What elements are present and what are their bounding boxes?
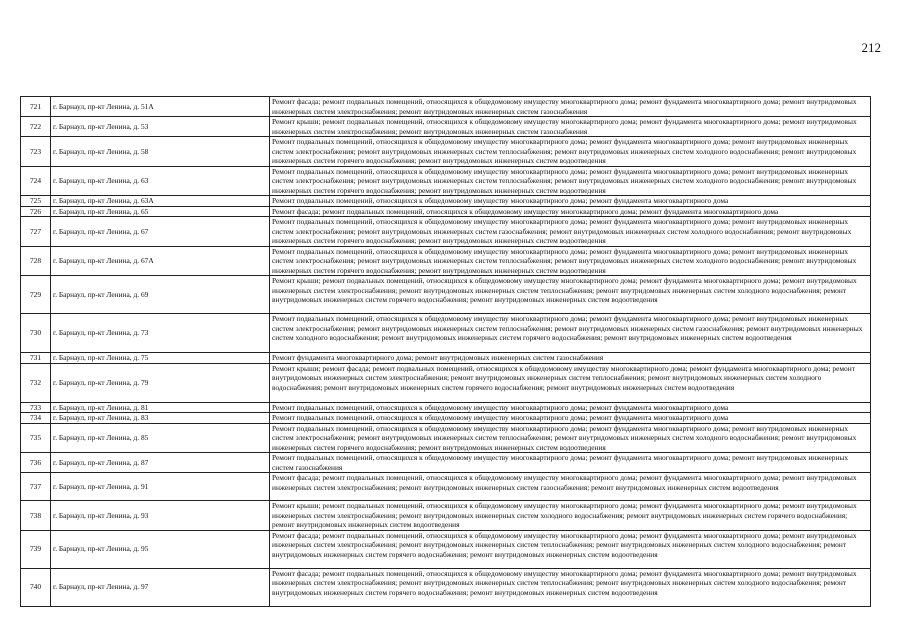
row-works: Ремонт крыши; ремонт подвальных помещений, относящихся к общедомовому имуществу многоквартирного дома; ремонт фундамента многоквартирного дома; ремонт внутридомовых инженерных систем электроснабжения; ремонт внутридомовых инженерных систем газоснабжения — [270, 117, 871, 137]
row-works: Ремонт подвальных помещений, относящихся к общедомовому имуществу многоквартирного дома; ремонт фундамента многоквартирного дома — [270, 196, 871, 207]
row-works: Ремонт крыши; ремонт подвальных помещений, относящихся к общедомовому имуществу многоквартирного дома; ремонт фундамента многоквартирного дома; ремонт внутридомовых инженерных систем электроснабжения; ремонт внутридомовых инженерных систем холодного водоснабжения; ремонт внутридомовых инженерных систем горячего водоснабжения; ремонт внутридомовых инженерных систем водоотведения — [270, 501, 871, 531]
row-number: 726 — [21, 206, 51, 217]
row-works: Ремонт фасада; ремонт подвальных помещений, относящихся к общедомовому имуществу многоквартирного дома; ремонт фундамента многоквартирного дома; ремонт внутридомовых инженерных систем электроснабжения; ремонт внутридомовых инженерных систем теплоснабжения; ремонт внутридомовых инженерных систем холодного водоснабжения; ремонт внутридомовых инженерных систем горячего водоснабжения; ремонт внутридомовых инженерных систем водоотведения — [270, 568, 871, 606]
row-number: 729 — [21, 276, 51, 314]
table-row — [21, 196, 871, 207]
table-row — [21, 97, 871, 117]
table-row — [21, 423, 871, 453]
row-works: Ремонт подвальных помещений, относящихся к общедомовому имуществу многоквартирного дома; ремонт фундамента многоквартирного дома; ремонт внутридомовых инженерных систем электроснабжения; ремонт внутридомовых инженерных систем теплоснабжения; ремонт внутридомовых инженерных систем холодного водоснабжения; ремонт внутридомовых инженерных систем горячего водоснабжения; ремонт внутридомовых инженерных систем водоотведения — [270, 246, 871, 276]
table-row — [21, 117, 871, 137]
table-row — [21, 530, 871, 568]
row-works: Ремонт подвальных помещений, относящихся к общедомовому имуществу многоквартирного дома; ремонт фундамента многоквартирного дома — [270, 402, 871, 413]
row-address: г. Барнаул, пр-кт Ленина, д. 53 — [51, 117, 270, 137]
row-number: 721 — [21, 97, 51, 117]
row-works: Ремонт подвальных помещений, относящихся к общедомовому имуществу многоквартирного дома; ремонт фундамента многоквартирного дома; ремонт внутридомовых инженерных систем электроснабжения; ремонт внутридомовых инженерных систем теплоснабжения; ремонт внутридомовых инженерных систем холодного водоснабжения; ремонт внутридомовых инженерных систем горячего водоснабжения; ремонт внутридомовых инженерных систем водоотведения — [270, 423, 871, 453]
row-address: г. Барнаул, пр-кт Ленина, д. 67 — [51, 217, 270, 247]
table-row — [21, 568, 871, 606]
row-address: г. Барнаул, пр-кт Ленина, д. 51А — [51, 97, 270, 117]
row-works: Ремонт фасада; ремонт подвальных помещений, относящихся к общедомовому имуществу многоквартирного дома; ремонт фундамента многоквартирного дома; ремонт внутридомовых инженерных систем электроснабжения; ремонт внутридомовых инженерных систем газоснабжения — [270, 97, 871, 117]
row-address: г. Барнаул, пр-кт Ленина, д. 87 — [51, 453, 270, 473]
row-address: г. Барнаул, пр-кт Ленина, д. 91 — [51, 473, 270, 501]
row-address: г. Барнаул, пр-кт Ленина, д. 85 — [51, 423, 270, 453]
row-address: г. Барнаул, пр-кт Ленина, д. 97 — [51, 568, 270, 606]
row-number: 738 — [21, 501, 51, 531]
table-row — [21, 402, 871, 413]
row-number: 734 — [21, 413, 51, 424]
row-number: 739 — [21, 530, 51, 568]
table-row — [21, 217, 871, 247]
row-number: 723 — [21, 137, 51, 167]
table-row — [21, 473, 871, 501]
row-address: г. Барнаул, пр-кт Ленина, д. 58 — [51, 137, 270, 167]
row-works: Ремонт крыши; ремонт фасада; ремонт подвальных помещений, относящихся к общедомовому имуществу многоквартирного дома; ремонт фундамента многоквартирного дома; ремонт внутридомовых инженерных систем электроснабжения; ремонт внутридомовых инженерных систем теплоснабжения; ремонт внутридомовых инженерных систем холодного водоснабжения; ремонт внутридомовых инженерных систем горячего водоснабжения; ремонт внутридомовых инженерных систем водоотведения — [270, 363, 871, 402]
table-row — [21, 137, 871, 167]
row-number: 724 — [21, 166, 51, 196]
row-works: Ремонт подвальных помещений, относящихся к общедомовому имуществу многоквартирного дома; ремонт фундамента многоквартирного дома; ремонт внутридомовых инженерных систем электроснабжения; ремонт внутридомовых инженерных систем теплоснабжения; ремонт внутридомовых инженерных систем холодного водоснабжения; ремонт внутридомовых инженерных систем горячего водоснабжения; ремонт внутридомовых инженерных систем водоотведения — [270, 166, 871, 196]
row-works: Ремонт подвальных помещений, относящихся к общедомовому имуществу многоквартирного дома; ремонт фундамента многоквартирного дома; ремонт внутридомовых инженерных систем газоснабжения — [270, 453, 871, 473]
row-address: г. Барнаул, пр-кт Ленина, д. 65 — [51, 206, 270, 217]
row-number: 728 — [21, 246, 51, 276]
table-row — [21, 363, 871, 402]
row-number: 736 — [21, 453, 51, 473]
row-works: Ремонт подвальных помещений, относящихся к общедомовому имуществу многоквартирного дома; ремонт фундамента многоквартирного дома; ремонт внутридомовых инженерных систем электроснабжения; ремонт внутридомовых инженерных систем теплоснабжения; ремонт внутридомовых инженерных систем газоснабжения; ремонт внутридомовых инженерных систем холодного водоснабжения; ремонт внутридомовых инженерных систем горячего водоснабжения; ремонт внутридомовых инженерных систем водоотведения — [270, 314, 871, 353]
row-number: 727 — [21, 217, 51, 247]
row-works: Ремонт фасада; ремонт подвальных помещений, относящихся к общедомовому имуществу многоквартирного дома; ремонт фундамента многоквартирного дома; ремонт внутридомовых инженерных систем электроснабжения; ремонт внутридомовых инженерных систем теплоснабжения; ремонт внутридомовых инженерных систем холодного водоснабжения; ремонт внутридомовых инженерных систем горячего водоснабжения; ремонт внутридомовых инженерных систем водоотведения — [270, 530, 871, 568]
row-address: г. Барнаул, пр-кт Ленина, д. 63А — [51, 196, 270, 207]
row-works: Ремонт подвальных помещений, относящихся к общедомовому имуществу многоквартирного дома; ремонт фундамента многоквартирного дома; ремонт внутридомовых инженерных систем электроснабжения; ремонт внутридомовых инженерных систем теплоснабжения; ремонт внутридомовых инженерных систем холодного водоснабжения; ремонт внутридомовых инженерных систем горячего водоснабжения; ремонт внутридомовых инженерных систем водоотведения — [270, 137, 871, 167]
table-row — [21, 413, 871, 424]
row-address: г. Барнаул, пр-кт Ленина, д. 81 — [51, 402, 270, 413]
row-works: Ремонт подвальных помещений, относящихся к общедомовому имуществу многоквартирного дома; ремонт фундамента многоквартирного дома — [270, 413, 871, 424]
table-row — [21, 501, 871, 531]
row-works: Ремонт фундамента многоквартирного дома; ремонт внутридомовых инженерных систем газоснабжения — [270, 353, 871, 364]
row-number: 730 — [21, 314, 51, 353]
row-number: 733 — [21, 402, 51, 413]
row-address: г. Барнаул, пр-кт Ленина, д. 75 — [51, 353, 270, 364]
row-number: 735 — [21, 423, 51, 453]
row-number: 725 — [21, 196, 51, 207]
table-row — [21, 276, 871, 314]
row-number: 731 — [21, 353, 51, 364]
repair-works-table — [20, 96, 871, 607]
row-address: г. Барнаул, пр-кт Ленина, д. 67А — [51, 246, 270, 276]
row-address: г. Барнаул, пр-кт Ленина, д. 95 — [51, 530, 270, 568]
page-number: 212 — [861, 40, 881, 55]
row-address: г. Барнаул, пр-кт Ленина, д. 79 — [51, 363, 270, 402]
row-address: г. Барнаул, пр-кт Ленина, д. 93 — [51, 501, 270, 531]
table-row — [21, 166, 871, 196]
table-row — [21, 246, 871, 276]
row-works: Ремонт фасада; ремонт подвальных помещений, относящихся к общедомовому имуществу многоквартирного дома; ремонт фундамента многоквартирного дома; ремонт внутридомовых инженерных систем электроснабжения; ремонт внутридомовых инженерных систем газоснабжения; ремонт внутридомовых инженерных систем водоотведения — [270, 473, 871, 501]
row-address: г. Барнаул, пр-кт Ленина, д. 63 — [51, 166, 270, 196]
row-address: г. Барнаул, пр-кт Ленина, д. 83 — [51, 413, 270, 424]
row-works: Ремонт подвальных помещений, относящихся к общедомовому имуществу многоквартирного дома; ремонт фундамента многоквартирного дома; ремонт внутридомовых инженерных систем электроснабжения; ремонт внутридомовых инженерных систем газоснабжения; ремонт внутридомовых инженерных систем холодного водоснабжения; ремонт внутридомовых инженерных систем горячего водоснабжения; ремонт внутридомовых инженерных систем водоотведения — [270, 217, 871, 247]
row-number: 740 — [21, 568, 51, 606]
row-address: г. Барнаул, пр-кт Ленина, д. 73 — [51, 314, 270, 353]
table-row — [21, 353, 871, 364]
row-number: 737 — [21, 473, 51, 501]
row-address: г. Барнаул, пр-кт Ленина, д. 69 — [51, 276, 270, 314]
row-works: Ремонт крыши; ремонт подвальных помещений, относящихся к общедомовому имуществу многоквартирного дома; ремонт фундамента многоквартирного дома; ремонт внутридомовых инженерных систем электроснабжения; ремонт внутридомовых инженерных систем теплоснабжения; ремонт внутридомовых инженерных систем холодного водоснабжения; ремонт внутридомовых инженерных систем горячего водоснабжения; ремонт внутридомовых инженерных систем водоотведения — [270, 276, 871, 314]
row-works: Ремонт фасада; ремонт подвальных помещений, относящихся к общедомовому имуществу многоквартирного дома; ремонт фундамента многоквартирного дома — [270, 206, 871, 217]
table-row — [21, 314, 871, 353]
table-row — [21, 206, 871, 217]
table-row — [21, 453, 871, 473]
row-number: 732 — [21, 363, 51, 402]
row-number: 722 — [21, 117, 51, 137]
